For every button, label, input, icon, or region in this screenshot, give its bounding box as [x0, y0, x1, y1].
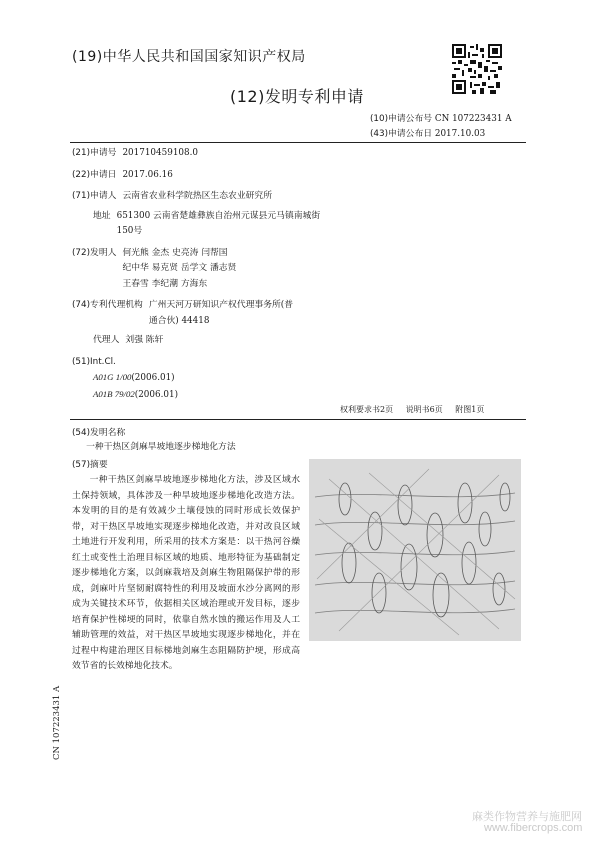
pub-date-value: 2017.10.03: [434, 129, 486, 139]
agent-label: 代理人: [93, 335, 120, 345]
pub-date-label: (43)申请公布日: [370, 129, 433, 139]
patent-office-title: (19)中华人民共和国国家知识产权局: [72, 49, 306, 65]
watermark-site-name: 麻类作物营养与施肥网: [472, 811, 582, 823]
abstract-text: 一种干热区剑麻旱坡地逐步梯地化方法，涉及区域水土保持领域，具体涉及一种旱坡地逐步梯地化改造方法。本发明的目的是有效减少土壤侵蚀的同时形成长效保护带，对干热区旱坡地实现逐步梯地化改造，并对改良区域土地进行开发利用，所采用的技术方案是：以干热河谷燥红土或变性土治理目标区域的地质、地形特征为基础制定逐步梯地化方案，以剑麻栽培及剑麻生物阻隔保护带的形成，剑麻叶片坚韧耐腐特性的利用及坡面水沙分离网的形成为关键技术环节，依据相关区域治理或开发目标，逐步培育保护性梯埂的同时，依靠自然水蚀的搬运作用及人工辅助管理的效益，对干热区旱坡地实现逐步梯地化，并在过程中构建治理区目标梯地剑麻生态阻隔防护埂，形成高效节省的长效梯地化技术。: [72, 475, 300, 671]
inventors-value: [116, 246, 372, 293]
description-pages: 说明书6页: [405, 405, 443, 414]
app-no-label: (21)申请号: [72, 148, 117, 158]
drawing-pages: 附图1页: [455, 405, 485, 414]
publication-info: [370, 112, 512, 142]
qr-code-icon: [452, 44, 502, 94]
filing-date-row: [72, 168, 372, 184]
section-divider: [70, 419, 526, 420]
claims-pages: 权利要求书2页: [340, 405, 394, 414]
applicant-row: [72, 189, 372, 205]
pub-no-value: CN 107223431 A: [434, 114, 512, 124]
ipc-item: [93, 370, 372, 387]
side-publication-number: CN 107223431 A: [52, 685, 62, 760]
inventors-label: (72)发明人: [72, 247, 117, 258]
header-divider: [70, 142, 526, 143]
agent-row: [72, 333, 372, 349]
publication-number-row: [370, 112, 512, 127]
page-counts: [340, 404, 494, 415]
ipc-version: (2006.01): [134, 389, 179, 400]
address-row: [72, 209, 372, 240]
agency-value: 广州天河万研知识产权代理事务所(普通合伙) 44418: [148, 300, 294, 326]
inventor-line: 王春雪 李纪潮 方海东: [122, 278, 208, 289]
applicant-label: (71)申请人: [72, 191, 117, 201]
ipc-code: A01B 79/02: [93, 388, 135, 399]
invention-title-label: (54)发明名称: [72, 428, 126, 438]
address-label: 地址: [93, 210, 111, 221]
invention-title: 一种干热区剑麻旱坡地逐步梯地化方法: [86, 442, 236, 452]
inventor-line: 纪中华 易克贤 岳学文 潘志贤: [122, 263, 237, 273]
ipc-list: [72, 370, 372, 403]
int-cl-row: [72, 355, 372, 371]
address-value: 651300 云南省楚雄彝族自治州元谋县元马镇南城街150号: [116, 210, 321, 236]
ipc-item: [93, 387, 372, 404]
agent-value: 刘强 陈轩: [125, 335, 164, 345]
application-number-row: [72, 146, 372, 162]
abstract-label: (57)摘要: [72, 460, 108, 470]
filing-date-value: 2017.06.16: [122, 169, 173, 180]
document-type-title: (12)发明专利申请: [230, 87, 364, 106]
app-no-value: 201710459108.0: [122, 148, 199, 158]
applicant-value: 云南省农业科学院热区生态农业研究所: [122, 191, 273, 201]
int-cl-label: (51)Int.Cl.: [72, 356, 116, 367]
ipc-code: A01G 1/00: [93, 372, 132, 382]
agency-label: (74)专利代理机构: [72, 300, 143, 310]
bibliographic-data: [72, 146, 372, 403]
abstract-figure: [309, 459, 521, 641]
filing-date-label: (22)申请日: [72, 169, 117, 180]
publication-date-row: [370, 127, 512, 142]
watermark-url: www.fibercrops.com: [484, 822, 583, 834]
ipc-version: (2006.01): [131, 373, 175, 383]
agency-row: [72, 298, 372, 329]
inventors-row: [72, 246, 372, 293]
inventor-line: 何光熊 金杰 史亮涛 闫帮国: [122, 247, 228, 258]
pub-no-label: (10)申请公布号: [370, 114, 433, 124]
